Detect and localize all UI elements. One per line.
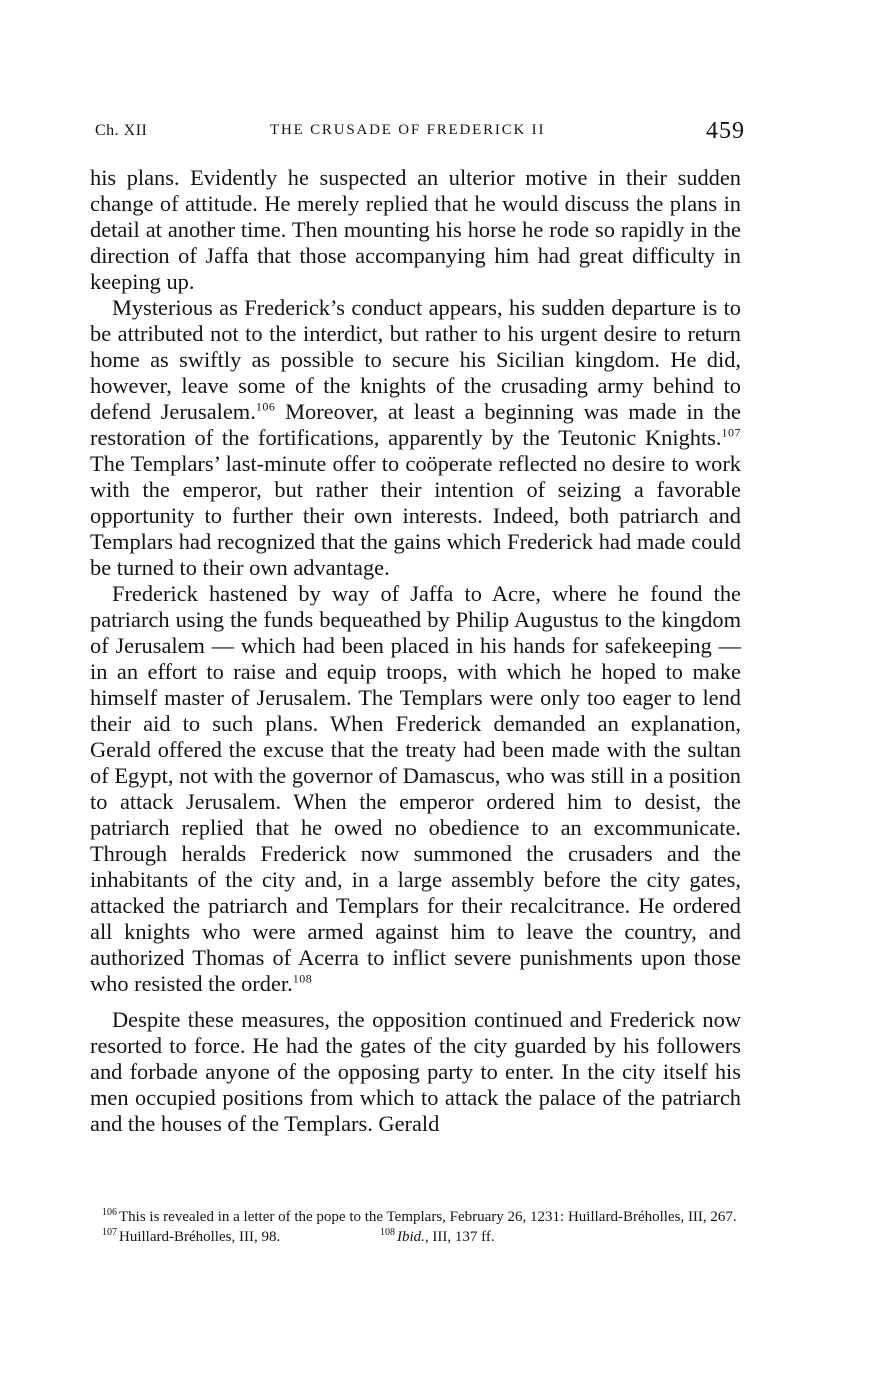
footnote-ref-107[interactable]: 107 — [721, 425, 741, 440]
footnote-number: 108 — [380, 1227, 395, 1238]
paragraph-text: The Templars’ last-minute offer to coöperate reflected no desire to work with the emperor, but rather their intention of seizing a favorable opportunity to further their own interests. Indeed, both patriarch and Templars had recognized that the gains which Frederick had made could be turned to their own advantage. — [90, 451, 741, 580]
paragraph-3 — [90, 581, 741, 997]
footnote-ibid: Ibid., — [397, 1229, 429, 1245]
footnote-text: This is revealed in a letter of the pope to the Templars, February 26, 1231: Huillard-Bréholles, III, 267. — [119, 1209, 737, 1225]
paragraph-4 — [90, 1007, 741, 1137]
footnote-row — [80, 1227, 745, 1247]
footnote-ref-106[interactable]: 106 — [255, 399, 276, 414]
footnote-number: 106 — [102, 1207, 117, 1218]
chapter-label: Ch. XII — [95, 122, 148, 139]
footnote-text: III, 137 ff. — [428, 1229, 495, 1245]
footnote-ref-108[interactable]: 108 — [292, 971, 313, 986]
paragraph-text: his plans. Evidently he suspected an ulterior motive in their sudden change of attitude. He merely replied that he would discuss the plans in detail at another time. Then mounting his horse he rode so rapidly in the direction of Jaffa that those accompanying him had great difficulty in keeping up. — [90, 165, 741, 294]
paragraph-text: Frederick hastened by way of Jaffa to Acre, where he found the patriarch using the funds bequeathed by Philip Augustus to the kingdom of Jerusalem — which had been placed in his hands for safekeeping — in an effort to raise and equip troops, with which he hoped to make himself master of Jerusalem. The Templars were only too eager to lend their aid to such plans. When Frederick demanded an explanation, Gerald offered the excuse that the treaty had been made with the sultan of Egypt, not with the governor of Damascus, who was still in a position to attack Jerusalem. When the emperor ordered him to desist, the patriarch replied that he owed no obedience to an excommunicate. Through heralds Frederick now summoned the crusaders and the inhabitants of the city and, in a large assembly before the city gates, attacked the patriarch and Templars for their recalcitrance. He ordered all knights who were armed against him to leave the country, and authorized Thomas of Acerra to inflict severe punishments upon those who resisted the order. — [90, 581, 741, 996]
footnote-number: 107 — [102, 1227, 117, 1238]
chapter-title: THE CRUSADE OF FREDERICK II — [270, 122, 546, 138]
footnote-text: Huillard-Bréholles, III, 98. — [119, 1229, 281, 1245]
paragraph-2 — [90, 295, 741, 581]
page-number: 459 — [706, 118, 745, 144]
body-text — [90, 165, 741, 1137]
footnote-108 — [380, 1227, 495, 1247]
paragraph-1 — [90, 165, 741, 295]
footnotes — [80, 1207, 745, 1247]
footnote-107 — [80, 1227, 380, 1247]
footnote-106 — [80, 1207, 745, 1227]
paragraph-text: Moreover, at least a beginning was made in the restoration of the fortifications, apparently by the Teutonic Knights. — [90, 399, 741, 450]
paragraph-text: Mysterious as Frederick’s conduct appears, his sudden departure is to be attributed not to the interdict, but rather to his urgent desire to return home as swiftly as possible to secure his Sicilian kingdom. He did, however, leave some of the knights of the crusading army behind to defend Jerusalem. — [90, 295, 741, 424]
paragraph-text: Despite these measures, the opposition continued and Frederick now resorted to force. He had the gates of the city guarded by his followers and forbade anyone of the opposing party to enter. In the city itself his men occupied positions from which to attack the palace of the patriarch and the houses of the Templars. Gerald — [90, 1007, 741, 1136]
running-head — [95, 118, 745, 148]
